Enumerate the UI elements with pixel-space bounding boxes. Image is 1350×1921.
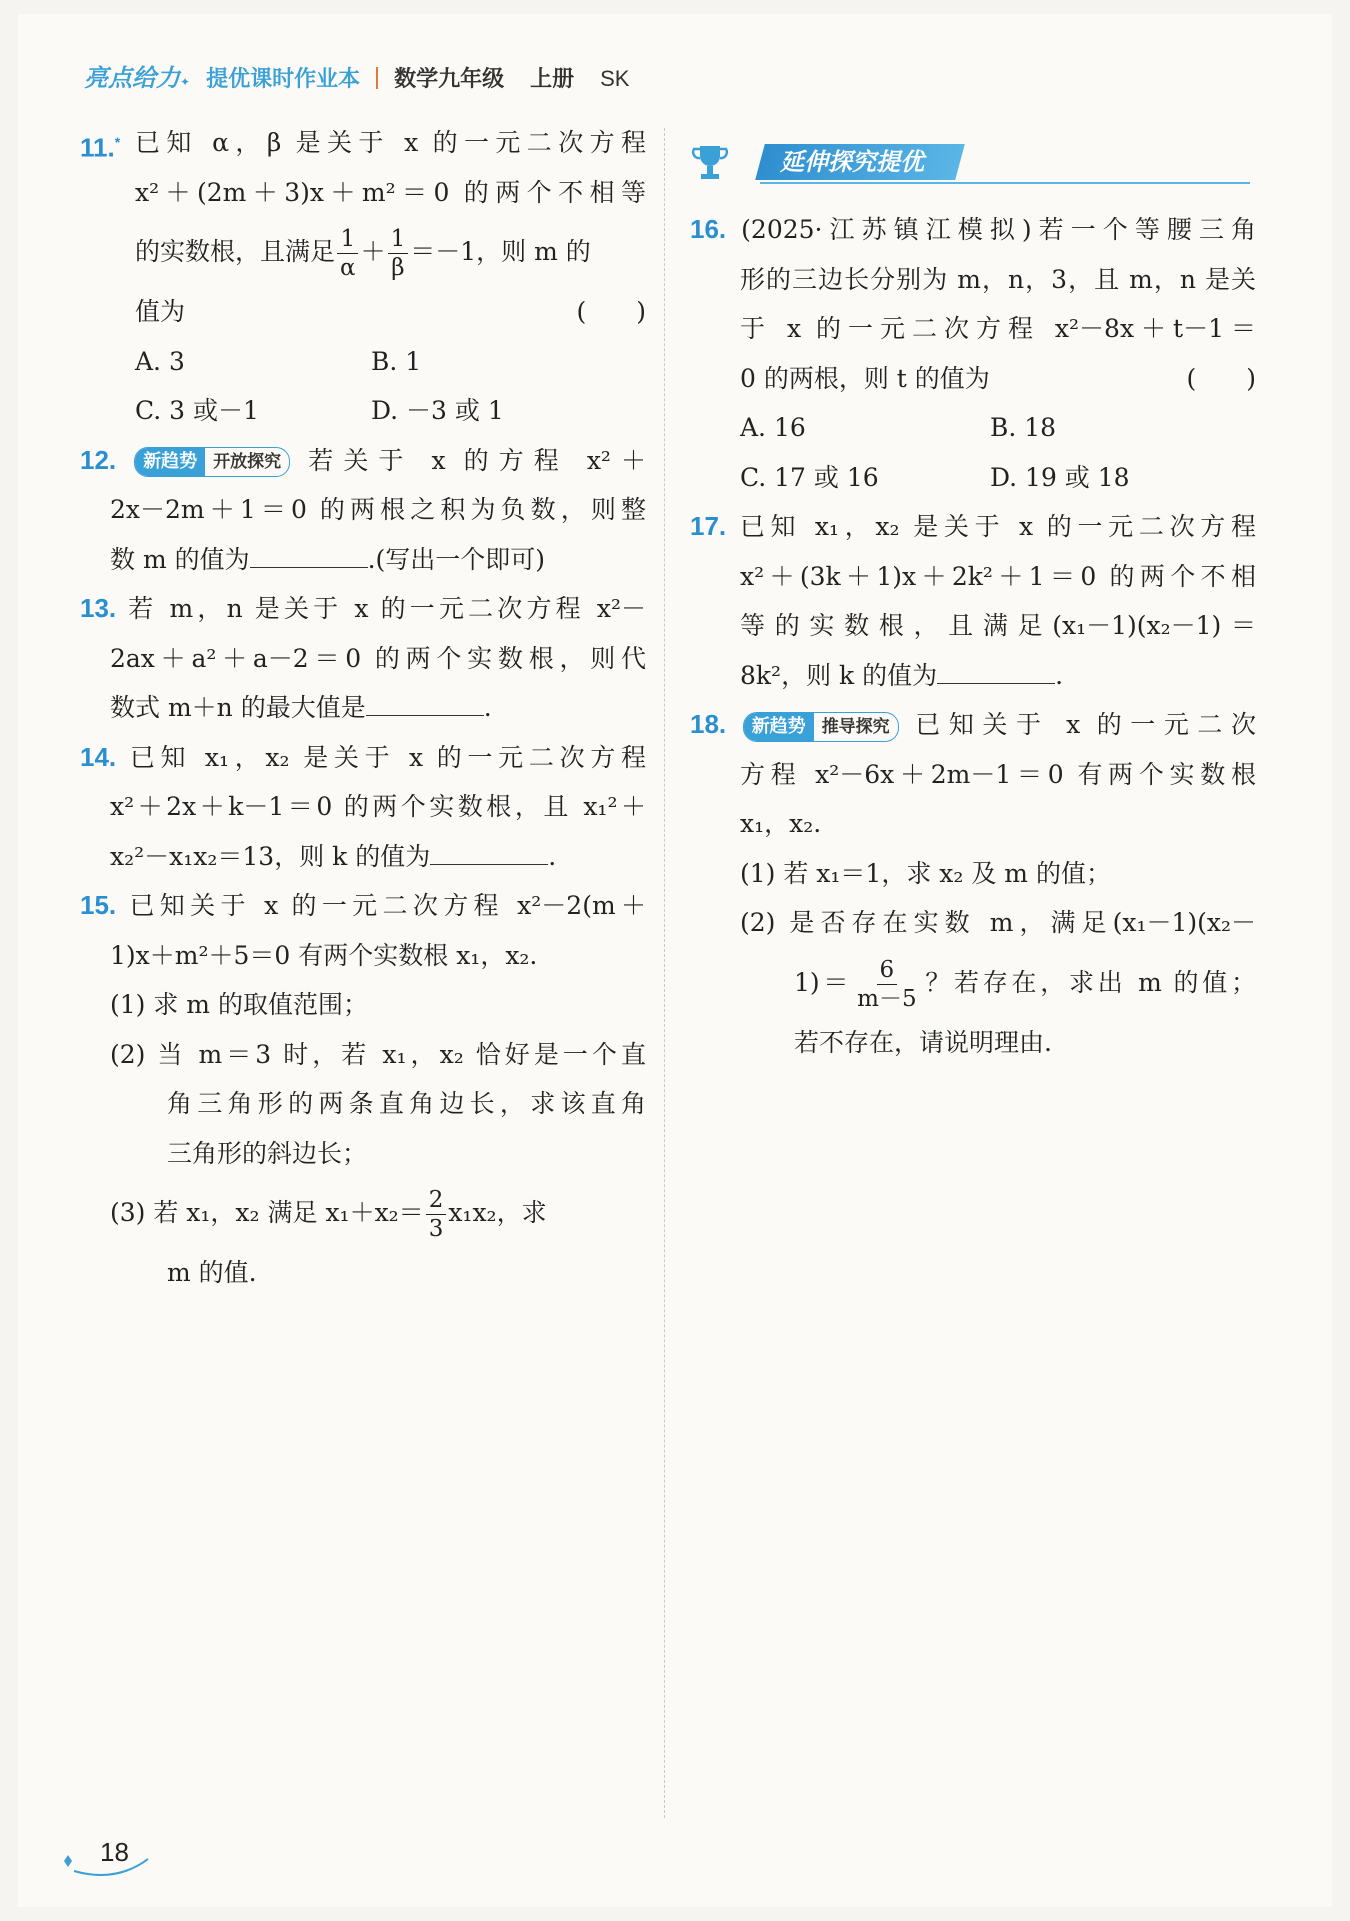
question-text: 18. 新趋势 推导探究 已知关于 x 的一元二次 [690, 700, 1256, 750]
question-text: 16. (2025·江苏镇江模拟)若一个等腰三角 [690, 214, 1257, 244]
question-text: 15. 已知关于 x 的一元二次方程 x²－2(m＋ [80, 890, 646, 920]
question-14 [80, 733, 646, 882]
fraction: $\frac{1}{\beta}$ [388, 225, 409, 282]
question-text: 于 x 的一元二次方程 x²－8x＋t－1＝ [740, 314, 1256, 343]
answer-blank [250, 537, 368, 568]
question-text: 形的三边长分别为 m，n，3，且 m，n 是关 [740, 264, 1256, 294]
question-number: 16. [690, 214, 727, 244]
question-18 [690, 700, 1256, 1067]
subquestion-1: (1) 若 x₁＝1，求 x₂ 及 m 的值； [740, 858, 1111, 888]
question-11 [80, 118, 646, 436]
question-number: 12. [80, 444, 117, 475]
question-number: 11.* [80, 132, 121, 163]
column-divider [664, 128, 665, 1818]
question-text: 8k²，则 k 的值为 . [690, 651, 1256, 701]
options-row [690, 453, 1256, 503]
subquestion-2-text: 角三角形的两条直角边长，求该直角 [167, 1089, 646, 1118]
question-15 [80, 881, 646, 1298]
question-text: 的实数根，且满足 $\frac{1}{\alpha}$ ＋ $\frac{1}{\beta}$ ＝－1，则 m 的 [135, 226, 591, 281]
question-text: 12. 新趋势 开放探究 若关于 x 的方程 x²＋ [80, 436, 646, 486]
options-row [135, 337, 646, 387]
question-number: 15. [80, 890, 117, 920]
question-13 [80, 584, 646, 733]
question-text: 17. 已知 x₁，x₂ 是关于 x 的一元二次方程 [690, 511, 1256, 541]
question-number: 17. [690, 511, 727, 541]
question-16 [690, 205, 1256, 502]
volume: 上册 [530, 67, 575, 92]
option-c: C. 3 或－1 [135, 396, 259, 425]
option-d: D. 19 或 18 [990, 462, 1130, 492]
option-a: A. 16 [740, 413, 806, 442]
banner-underline [760, 182, 1250, 184]
option-b: B. 18 [990, 413, 1057, 442]
left-column [80, 118, 646, 1298]
question-text: 已知 α，β 是关于 x 的一元二次方程 [135, 128, 646, 157]
option-d: D. －3 或 1 [371, 396, 504, 425]
right-column [690, 205, 1256, 1067]
answer-blank [366, 685, 484, 716]
question-text: 2ax＋a²＋a－2＝0 的两个实数根，则代 [110, 643, 646, 673]
question-text: 0 的两根，则 t 的值为 ( ) [690, 354, 1256, 404]
subquestion-2-text: 1)＝ $\frac{6}{m-5}$ ？若存在，求出 m 的值； [794, 956, 1256, 1012]
option-b: B. 1 [371, 346, 422, 376]
question-text: x₂²－x₁x₂＝13，则 k 的值为 . [80, 832, 646, 882]
question-text: 13. 若 m，n 是关于 x 的一元二次方程 x²－ [80, 593, 647, 623]
question-12 [80, 436, 646, 585]
question-17 [690, 502, 1256, 700]
question-text: 数式 m＋n 的最大值是 . [80, 683, 646, 733]
option-c: C. 17 或 16 [740, 462, 879, 492]
option-a: A. 3 [135, 346, 185, 376]
subquestion-2: (2) 是否存在实数 m，满足(x₁－1)(x₂－ [740, 908, 1256, 937]
question-text: 值为 ( ) [135, 287, 646, 337]
question-text: 方程 x²－6x＋2m－1＝0 有两个实数根 [740, 759, 1256, 789]
subquestion-3-text: m 的值. [167, 1258, 257, 1287]
question-text: 2x－2m＋1＝0 的两根之积为负数，则整 [110, 495, 646, 524]
edition: SK [600, 66, 630, 91]
fraction: $\frac{6}{m-5}$ [857, 956, 917, 1012]
answer-blank [937, 653, 1055, 684]
subquestion-2: (2) 当 m＝3 时，若 x₁，x₂ 恰好是一个直 [110, 1039, 646, 1069]
question-number: 14. [80, 741, 117, 772]
header-separator [376, 67, 378, 89]
question-text: 数 m 的值为 .(写出一个即可) [80, 535, 646, 585]
question-text: x₁，x₂. [740, 809, 822, 838]
trophy-icon [690, 142, 730, 184]
series-title: 提优课时作业本 [206, 67, 361, 92]
brand-star-icon: ✦ [180, 75, 191, 89]
fraction: $\frac{1}{\alpha}$ [337, 225, 359, 282]
trend-tag: 新趋势 推导探究 [743, 712, 899, 742]
subquestion-3: (3) 若 x₁，x₂ 满足 x₁＋x₂＝ $\frac{2}{3}$ x₁x₂，求 [110, 1187, 547, 1242]
subject-grade: 数学九年级 [394, 67, 505, 92]
answer-parentheses: ( ) [576, 297, 646, 326]
section-title: 延伸探究提优 [755, 144, 965, 180]
subquestion-2-text: 三角形的斜边长； [167, 1138, 368, 1168]
page-header [84, 58, 629, 98]
page-number: 18 [56, 1835, 156, 1885]
fraction: $\frac{2}{3}$ [426, 1186, 447, 1243]
question-text: x²＋(2m＋3)x＋m²＝0 的两个不相等 [135, 177, 646, 207]
subquestion-1: (1) 求 m 的取值范围； [110, 990, 368, 1019]
brand-logo: 亮点给力 [84, 64, 180, 92]
question-text: 1)x＋m²＋5＝0 有两个实数根 x₁，x₂. [110, 940, 538, 970]
subquestion-2-text: 若不存在，请说明理由. [794, 1027, 1052, 1057]
trend-tag: 新趋势 开放探究 [134, 447, 290, 477]
options-row [135, 386, 646, 436]
question-number: 13. [80, 593, 117, 623]
question-number: 18. [690, 709, 727, 739]
answer-parentheses: ( ) [1186, 363, 1256, 393]
section-banner [690, 140, 1250, 186]
options-row [690, 403, 1256, 453]
question-text: 等的实数根，且满足(x₁－1)(x₂－1)＝ [740, 611, 1256, 640]
question-text: x²＋(3k＋1)x＋2k²＋1＝0 的两个不相 [740, 561, 1256, 591]
question-text: 14. 已知 x₁，x₂ 是关于 x 的一元二次方程 [80, 741, 646, 772]
question-text: x²＋2x＋k－1＝0 的两个实数根，且 x₁²＋ [110, 792, 646, 821]
answer-blank [430, 834, 548, 865]
